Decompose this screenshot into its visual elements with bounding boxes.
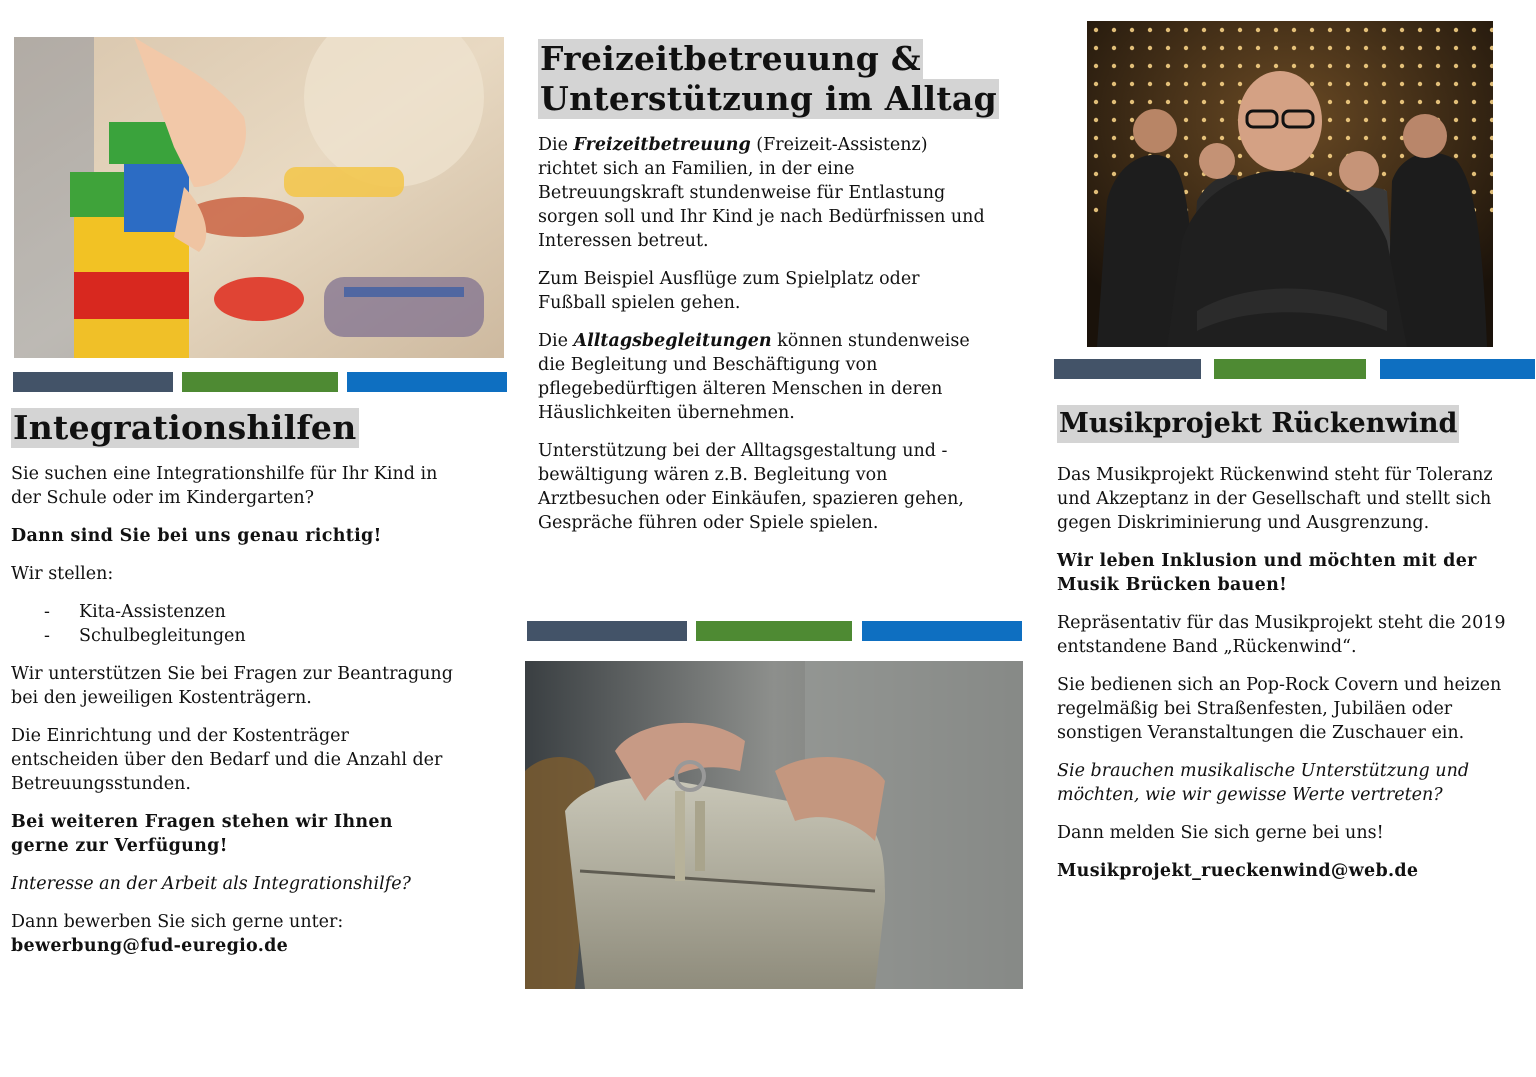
list-item <box>11 600 511 624</box>
services-list <box>11 600 511 648</box>
apply-email-link[interactable]: bewerbung@fud-euregio.de <box>11 936 289 956</box>
bar-green <box>182 372 338 392</box>
freizeit-term: Freizeitbetreuung <box>573 135 751 155</box>
column-freizeit <box>538 39 1008 535</box>
bar-blue <box>347 372 507 392</box>
list-dash: - <box>44 626 50 646</box>
bar-slate <box>527 621 687 641</box>
freizeit-text <box>538 133 988 253</box>
list-item <box>11 624 511 648</box>
color-bars-middle <box>527 621 1022 641</box>
interest-text: Interesse an der Arbeit als Integrationshilfe? <box>11 874 411 894</box>
photo-elderly-hands-keys <box>525 661 1023 989</box>
bar-blue <box>862 621 1022 641</box>
list-dash: - <box>44 602 50 622</box>
questions-text: Bei weiteren Fragen stehen wir Ihnen gerne zur Verfügung! <box>11 812 393 856</box>
freizeit-prefix: Die <box>538 135 574 155</box>
list-item-text: Schulbegleitungen <box>79 626 246 646</box>
musik-intro-text: Das Musikprojekt Rückenwind steht für Toleranz und Akzeptanz in der Gesellschaft und stellt sich gegen Diskriminierung und Ausgrenzung. <box>1057 465 1493 533</box>
highlight-text: Dann sind Sie bei uns genau richtig! <box>11 526 382 546</box>
intro-text: Sie suchen eine Integrationshilfe für Ihr Kind in der Schule oder im Kindergarten? <box>11 464 438 508</box>
alltag-prefix: Die <box>538 331 574 351</box>
apply-text: Dann bewerben Sie sich gerne unter: <box>11 912 344 932</box>
heading-freizeitbetreuung-line1: Freizeitbetreuung & <box>540 39 922 78</box>
contact-text: Dann melden Sie sich gerne bei uns! <box>1057 823 1384 843</box>
decision-text: Die Einrichtung und der Kostenträger entscheiden über den Bedarf und die Anzahl der Betreuungsstunden. <box>11 726 443 794</box>
color-bars-right <box>1054 359 1535 379</box>
musik-email-link[interactable]: Musikprojekt_rueckenwind@web.de <box>1057 861 1419 881</box>
support-question-text: Sie brauchen musikalische Unterstützung und möchten, wie wir gewisse Werte vertreten? <box>1057 761 1470 805</box>
heading-musikprojekt: Musikprojekt Rückenwind <box>1057 405 1459 443</box>
heading-freizeitbetreuung-line2: Unterstützung im Alltag <box>540 79 997 118</box>
bar-green <box>696 621 852 641</box>
list-item-text: Kita-Assistenzen <box>79 602 226 622</box>
inclusion-text: Wir leben Inklusion und möchten mit der Musik Brücken bauen! <box>1057 551 1477 595</box>
alltag-rest: können stundenweise die Begleitung und Beschäftigung von pflegebedürftigen älteren Menschen in deren Häuslichkeiten übernehmen. <box>538 331 970 423</box>
band-text: Repräsentativ für das Musikprojekt steht die 2019 entstandene Band „Rückenwind“. <box>1057 613 1506 657</box>
bar-blue <box>1380 359 1535 379</box>
column-musikprojekt <box>1057 405 1527 883</box>
column-integration <box>11 408 511 958</box>
bar-slate <box>13 372 173 392</box>
list-intro: Wir stellen: <box>11 564 114 584</box>
photo-building-blocks <box>14 37 504 358</box>
cover-text: Sie bedienen sich an Pop-Rock Covern und heizen regelmäßig bei Straßenfesten, Jubiläen oder sonstigen Veranstaltungen die Zuschauer ein. <box>1057 675 1502 743</box>
example-text: Zum Beispiel Ausflüge zum Spielplatz oder Fußball spielen gehen. <box>538 269 920 313</box>
alltag-support-text: Unterstützung bei der Alltagsgestaltung und -bewältigung wären z.B. Begleitung von Arztbesuchen oder Einkäufen, spazieren gehen, Gespräche führen oder Spiele spielen. <box>538 441 964 533</box>
photo-band <box>1087 21 1493 347</box>
support-text: Wir unterstützen Sie bei Fragen zur Beantragung bei den jeweiligen Kostenträgern. <box>11 664 453 708</box>
alltag-text <box>538 329 978 425</box>
bar-green <box>1214 359 1366 379</box>
alltag-term: Alltagsbegleitungen <box>573 331 772 351</box>
bar-slate <box>1054 359 1201 379</box>
color-bars-left <box>13 372 507 392</box>
freizeit-rest: (Freizeit-Assistenz) richtet sich an Familien, in der eine Betreuungskraft stundenweise für Entlastung sorgen soll und Ihr Kind je nach Bedürfnissen und Interessen betreut. <box>538 135 985 251</box>
heading-integrationshilfen: Integrationshilfen <box>13 408 357 447</box>
